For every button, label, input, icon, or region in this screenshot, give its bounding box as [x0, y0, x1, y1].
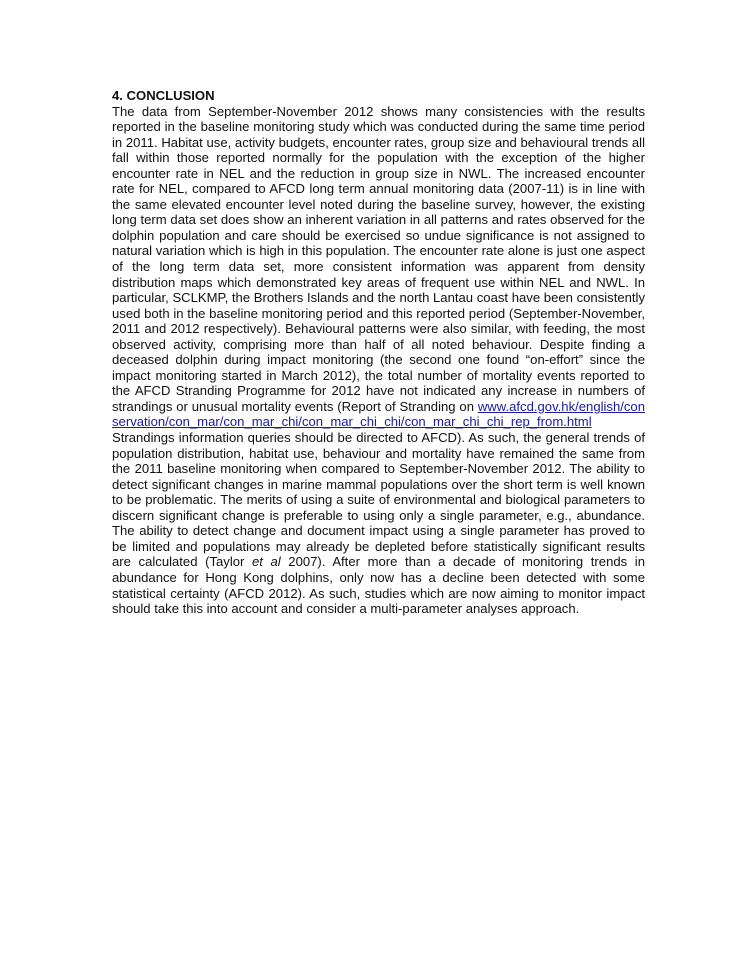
- citation-et-al: et al: [251, 554, 281, 570]
- paragraph-text-part2: Strandings information queries should be directed to AFCD). As such, the general trends of population distribution, habitat use, behaviour and mortality have remained the same from the 2011 baseline monitoring when compared to September-November 2012. The ability to detect significant changes in marine mammal populations over the short term is well known to be problematic. The merits of using a suite of environmental and biological parameters to discern significant change is preferable to using only a single parameter, e.g., abundance. The ability to detect change and document impact using a single parameter has proved to be limited and populations may already be depleted before statistically significant results are calculated (Taylor: [112, 430, 645, 570]
- afcd-stranding-link[interactable]: www.afcd.gov.hk/english/conservation/con_mar/con_mar_chi/con_mar_chi_chi/con_mar_chi_chi_rep_from.html: [112, 398, 645, 430]
- conclusion-paragraph: [112, 104, 645, 617]
- paragraph-text-part1: The data from September-November 2012 shows many consistencies with the results reported in the baseline monitoring study which was conducted during the same time period in 2011. Habitat use, activity budgets, encounter rates, group size and behavioural trends all fall within those reported normally for the population with the exception of the higher encounter rate in NEL and the reduction in group size in NWL. The increased encounter rate for NEL, compared to AFCD long term annual monitoring data (2007-11) is in line with the same elevated encounter level noted during the baseline survey, however, the existing long term data set does show an inherent variation in all patterns and rates observed for the dolphin population and care should be exercised so undue significance is not assigned to natural variation which is high in this population. The encounter rate alone is just one aspect of the long term data set, more consistent information was apparent from density distribution maps which demonstrated key areas of frequent use within NEL and NWL. In particular, SCLKMP, the Brothers Islands and the north Lantau coast have been consistently used both in the baseline monitoring period and this reported period (September-November, 2011 and 2012 respectively). Behavioural patterns were also similar, with feeding, the most observed activity, comprising more than half of all noted behaviour. Despite finding a deceased dolphin during impact monitoring (the second one found “on-effort” since the impact monitoring started in March 2012), the total number of mortality events reported to the AFCD Stranding Programme for 2012 have not indicated any increase in numbers of strandings or unusual mortality events (Report of Stranding on: [112, 103, 645, 414]
- paragraph-text-part3: 2007). After more than a decade of monitoring trends in abundance for Hong Kong dolphins, only now has a decline been detected with some statistical certainty (AFCD 2012). As such, studies which are now aiming to monitor impact should take this into account and consider a multi-parameter analyses approach.: [112, 554, 645, 617]
- section-heading: 4. CONCLUSION: [112, 88, 215, 103]
- conclusion-section: [112, 88, 645, 617]
